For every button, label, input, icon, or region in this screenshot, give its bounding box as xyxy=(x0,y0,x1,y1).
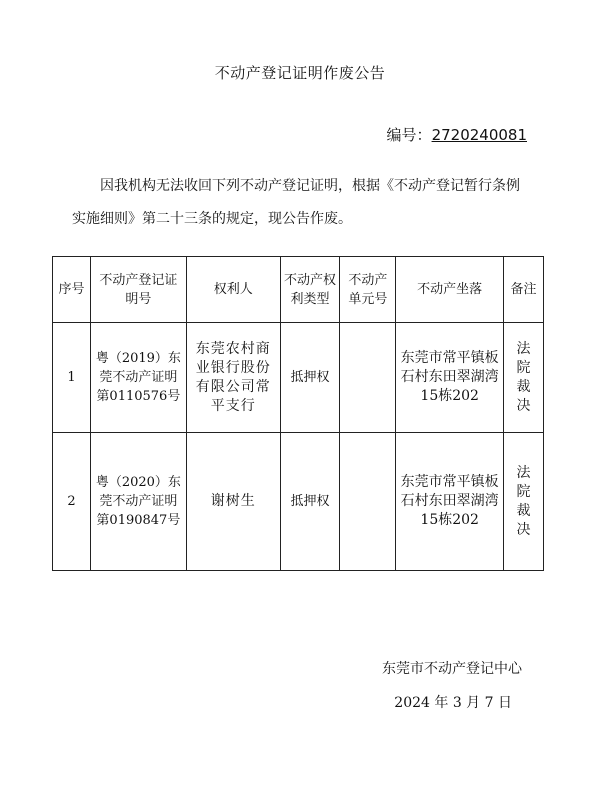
header-location: 不动产坐落 xyxy=(396,257,504,323)
header-cert: 不动产登记证明号 xyxy=(90,257,186,323)
issue-date: 2024 年 3 月 7 日 xyxy=(394,695,512,711)
header-holder: 权利人 xyxy=(186,257,280,323)
cell-right-type: 抵押权 xyxy=(280,323,340,433)
table-row xyxy=(53,433,544,571)
cell-remark-text: 法院裁决 xyxy=(516,464,531,538)
document-number-value: 2720240081 xyxy=(431,126,527,144)
body-line-1: 因我机构无法收回下列不动产登记证明，根据《不动产登记暂行条例 xyxy=(100,178,520,194)
cell-location: 东莞市常平镇板石村东田翠湖湾15栋202 xyxy=(396,323,504,433)
cell-holder: 谢树生 xyxy=(186,433,280,571)
issuing-authority: 东莞市不动产登记中心 xyxy=(382,661,522,677)
cell-remark xyxy=(504,323,544,433)
announcement-body xyxy=(72,170,542,236)
document-title: 不动产登记证明作废公告 xyxy=(214,64,386,82)
cell-remark-text: 法院裁决 xyxy=(516,340,531,414)
header-unit-no: 不动产单元号 xyxy=(340,257,396,323)
cell-holder: 东莞农村商业银行股份有限公司常平支行 xyxy=(186,323,280,433)
cell-no: 1 xyxy=(53,323,91,433)
cell-no: 2 xyxy=(53,433,91,571)
table-header-row xyxy=(53,257,544,323)
body-line-2: 实施细则》第二十三条的规定，现公告作废。 xyxy=(72,211,352,227)
header-no: 序号 xyxy=(53,257,91,323)
table-row xyxy=(53,323,544,433)
header-remark: 备注 xyxy=(504,257,544,323)
cell-cert: 粤（2019）东莞不动产证明第0110576号 xyxy=(90,323,186,433)
cell-unit-no xyxy=(340,433,396,571)
cell-right-type: 抵押权 xyxy=(280,433,340,571)
certificate-table xyxy=(52,256,544,571)
header-right-type: 不动产权利类型 xyxy=(280,257,340,323)
document-number-label: 编号： xyxy=(386,126,432,144)
cell-cert: 粤（2020）东莞不动产证明第0190847号 xyxy=(90,433,186,571)
document-number xyxy=(387,124,527,145)
cell-location: 东莞市常平镇板石村东田翠湖湾15栋202 xyxy=(396,433,504,571)
cell-unit-no xyxy=(340,323,396,433)
cell-remark xyxy=(504,433,544,571)
